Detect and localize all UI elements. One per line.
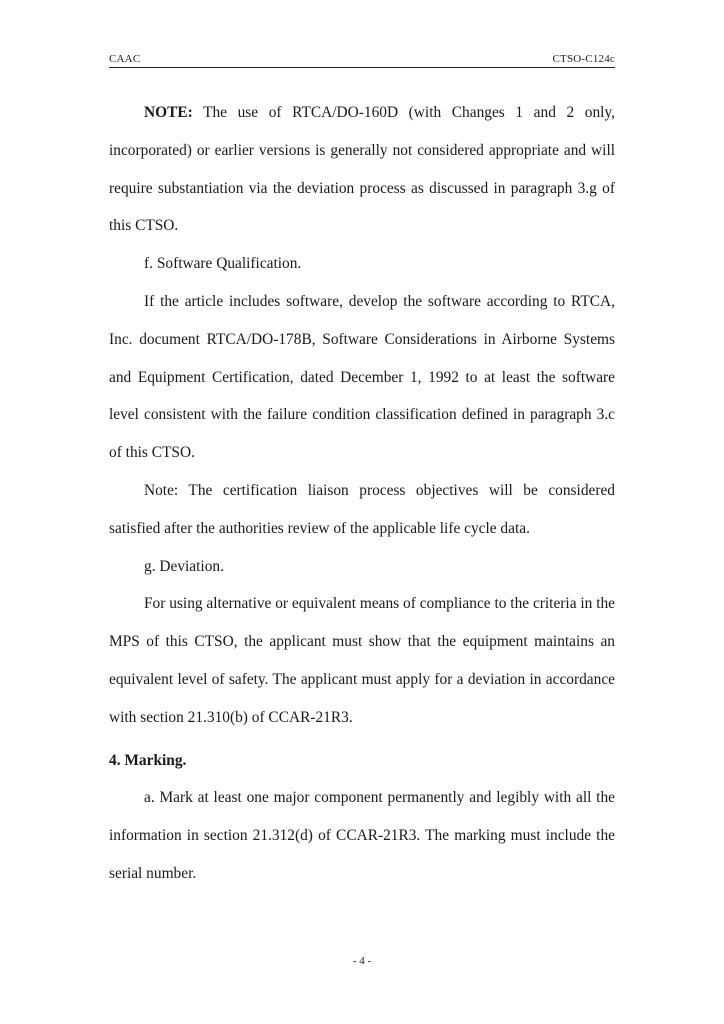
note-text: The use of RTCA/DO-160D (with Changes 1 and 2 only, incorporated) or earlier versions is generally not considered appropriate and will require substantiation via the deviation process as discussed in paragraph 3.g of this CTSO. [109, 104, 615, 235]
header-left: CAAC [109, 53, 141, 65]
section-4a-body: a. Mark at least one major component permanently and legibly with all the information in section 21.312(d) of CCAR-21R3. The marking must include the serial number. [109, 789, 615, 882]
section-f-heading: f. Software Qualification. [144, 255, 302, 273]
section-f-body: If the article includes software, develop the software according to RTCA, Inc. document RTCA/DO-178B, Software Considerations in Airborne Systems and Equipment Certification, dated December 1, 1992 to at least the software level consistent with the failure condition classification defined in paragraph 3.c of this CTSO. [109, 292, 615, 462]
page-number: - 4 - [352, 955, 372, 967]
note-paragraph [109, 94, 615, 245]
header-rule [109, 67, 615, 68]
note-label: NOTE: [144, 104, 193, 121]
section-g-heading: g. Deviation. [144, 557, 224, 575]
section-4-heading: 4. Marking. [109, 751, 187, 769]
document-body [109, 94, 615, 893]
section-f-note: Note: The certification liaison process objectives will be considered satisfied after the authorities review of the applicable life cycle data. [109, 481, 615, 537]
header-right: CTSO-C124c [552, 53, 615, 65]
section-g-body: For using alternative or equivalent means of compliance to the criteria in the MPS of this CTSO, the applicant must show that the equipment maintains an equivalent level of safety. The applicant must apply for a deviation in accordance with section 21.310(b) of CCAR-21R3. [109, 595, 615, 726]
